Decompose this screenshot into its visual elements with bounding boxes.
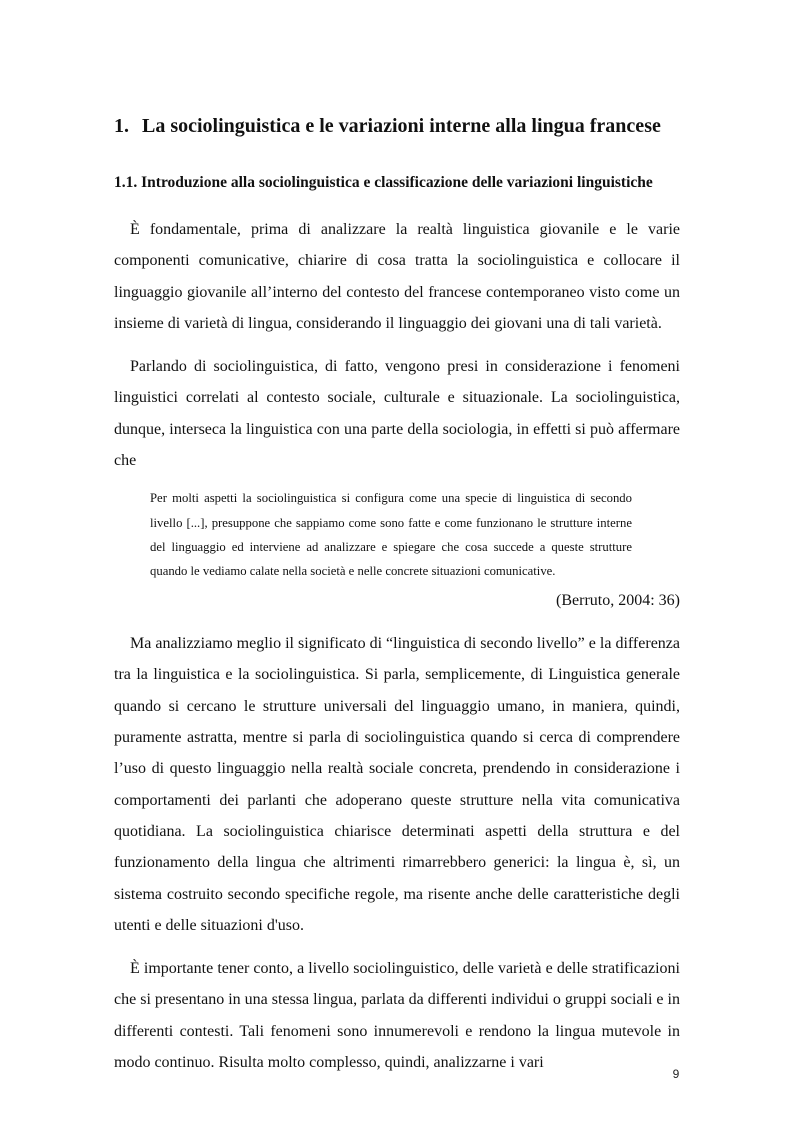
paragraph-varieta: È importante tener conto, a livello sociolinguistico, delle varietà e delle stratificazioni che si presentano in una stessa lingua, parlata da differenti individui o gruppi sociali e in differenti contesti. Tali fenomeni sono innumerevoli e rendono la lingua mutevole in modo continuo. Risulta molto complesso, quindi, analizzarne i vari	[114, 960, 680, 1072]
chapter-heading	[114, 112, 680, 140]
quote-citation: (Berruto, 2004: 36)	[556, 592, 680, 610]
chapter-title: La sociolinguistica e le variazioni interne alla lingua francese	[142, 115, 661, 137]
block-quote: Per molti aspetti la sociolinguistica si configura come una specie di linguistica di secondo livello [...], presuppone che sappiamo come sono fatte e come funzionano le strutture interne del linguaggio ed interviene ad analizzare e spiegare che cosa succede a queste strutture quando le vediamo calate nella società e nelle concrete situazioni comunicative.	[150, 491, 632, 578]
paragraph-secondo-livello: Ma analizziamo meglio il significato di “linguistica di secondo livello” e la differenza tra la linguistica e la sociolinguistica. Si parla, semplicemente, di Linguistica generale quando si cercano le strutture universali del linguaggio umano, in maniera, quindi, puramente astratta, mentre si parla di sociolinguistica quando si cerca di comprendere l’uso di questo linguaggio nella realtà sociale concreta, prendendo in considerazione i comportamenti dei parlanti che adoperano queste strutture nella vita comunicativa quotidiana. La sociolinguistica chiarisce determinati aspetti della struttura e del funzionamento della lingua che altrimenti rimarrebbero generici: la lingua è, sì, un sistema costruito secondo specifiche regole, ma risente anche delle caratteristiche degli utenti e delle situazioni d'uso.	[114, 635, 680, 934]
chapter-number: 1.	[114, 115, 129, 137]
paragraph-intro: È fondamentale, prima di analizzare la realtà linguistica giovanile e le varie componenti comunicative, chiarire di cosa tratta la sociolinguistica e collocare il linguaggio giovanile all’interno del contesto del francese contemporaneo visto come un insieme di varietà di lingua, considerando il linguaggio dei giovani una di tali varietà.	[114, 221, 680, 332]
section-heading: 1.1. Introduzione alla sociolinguistica e classificazione delle variazioni linguistiche	[114, 174, 653, 191]
paragraph-sociolinguistica: Parlando di sociolinguistica, di fatto, vengono presi in considerazione i fenomeni linguistici correlati al contesto sociale, culturale e situazionale. La sociolinguistica, dunque, interseca la linguistica con una parte della sociologia, in effetti si può affermare che	[114, 358, 680, 470]
page-content	[114, 112, 680, 1078]
page-number: 9	[672, 1067, 680, 1081]
